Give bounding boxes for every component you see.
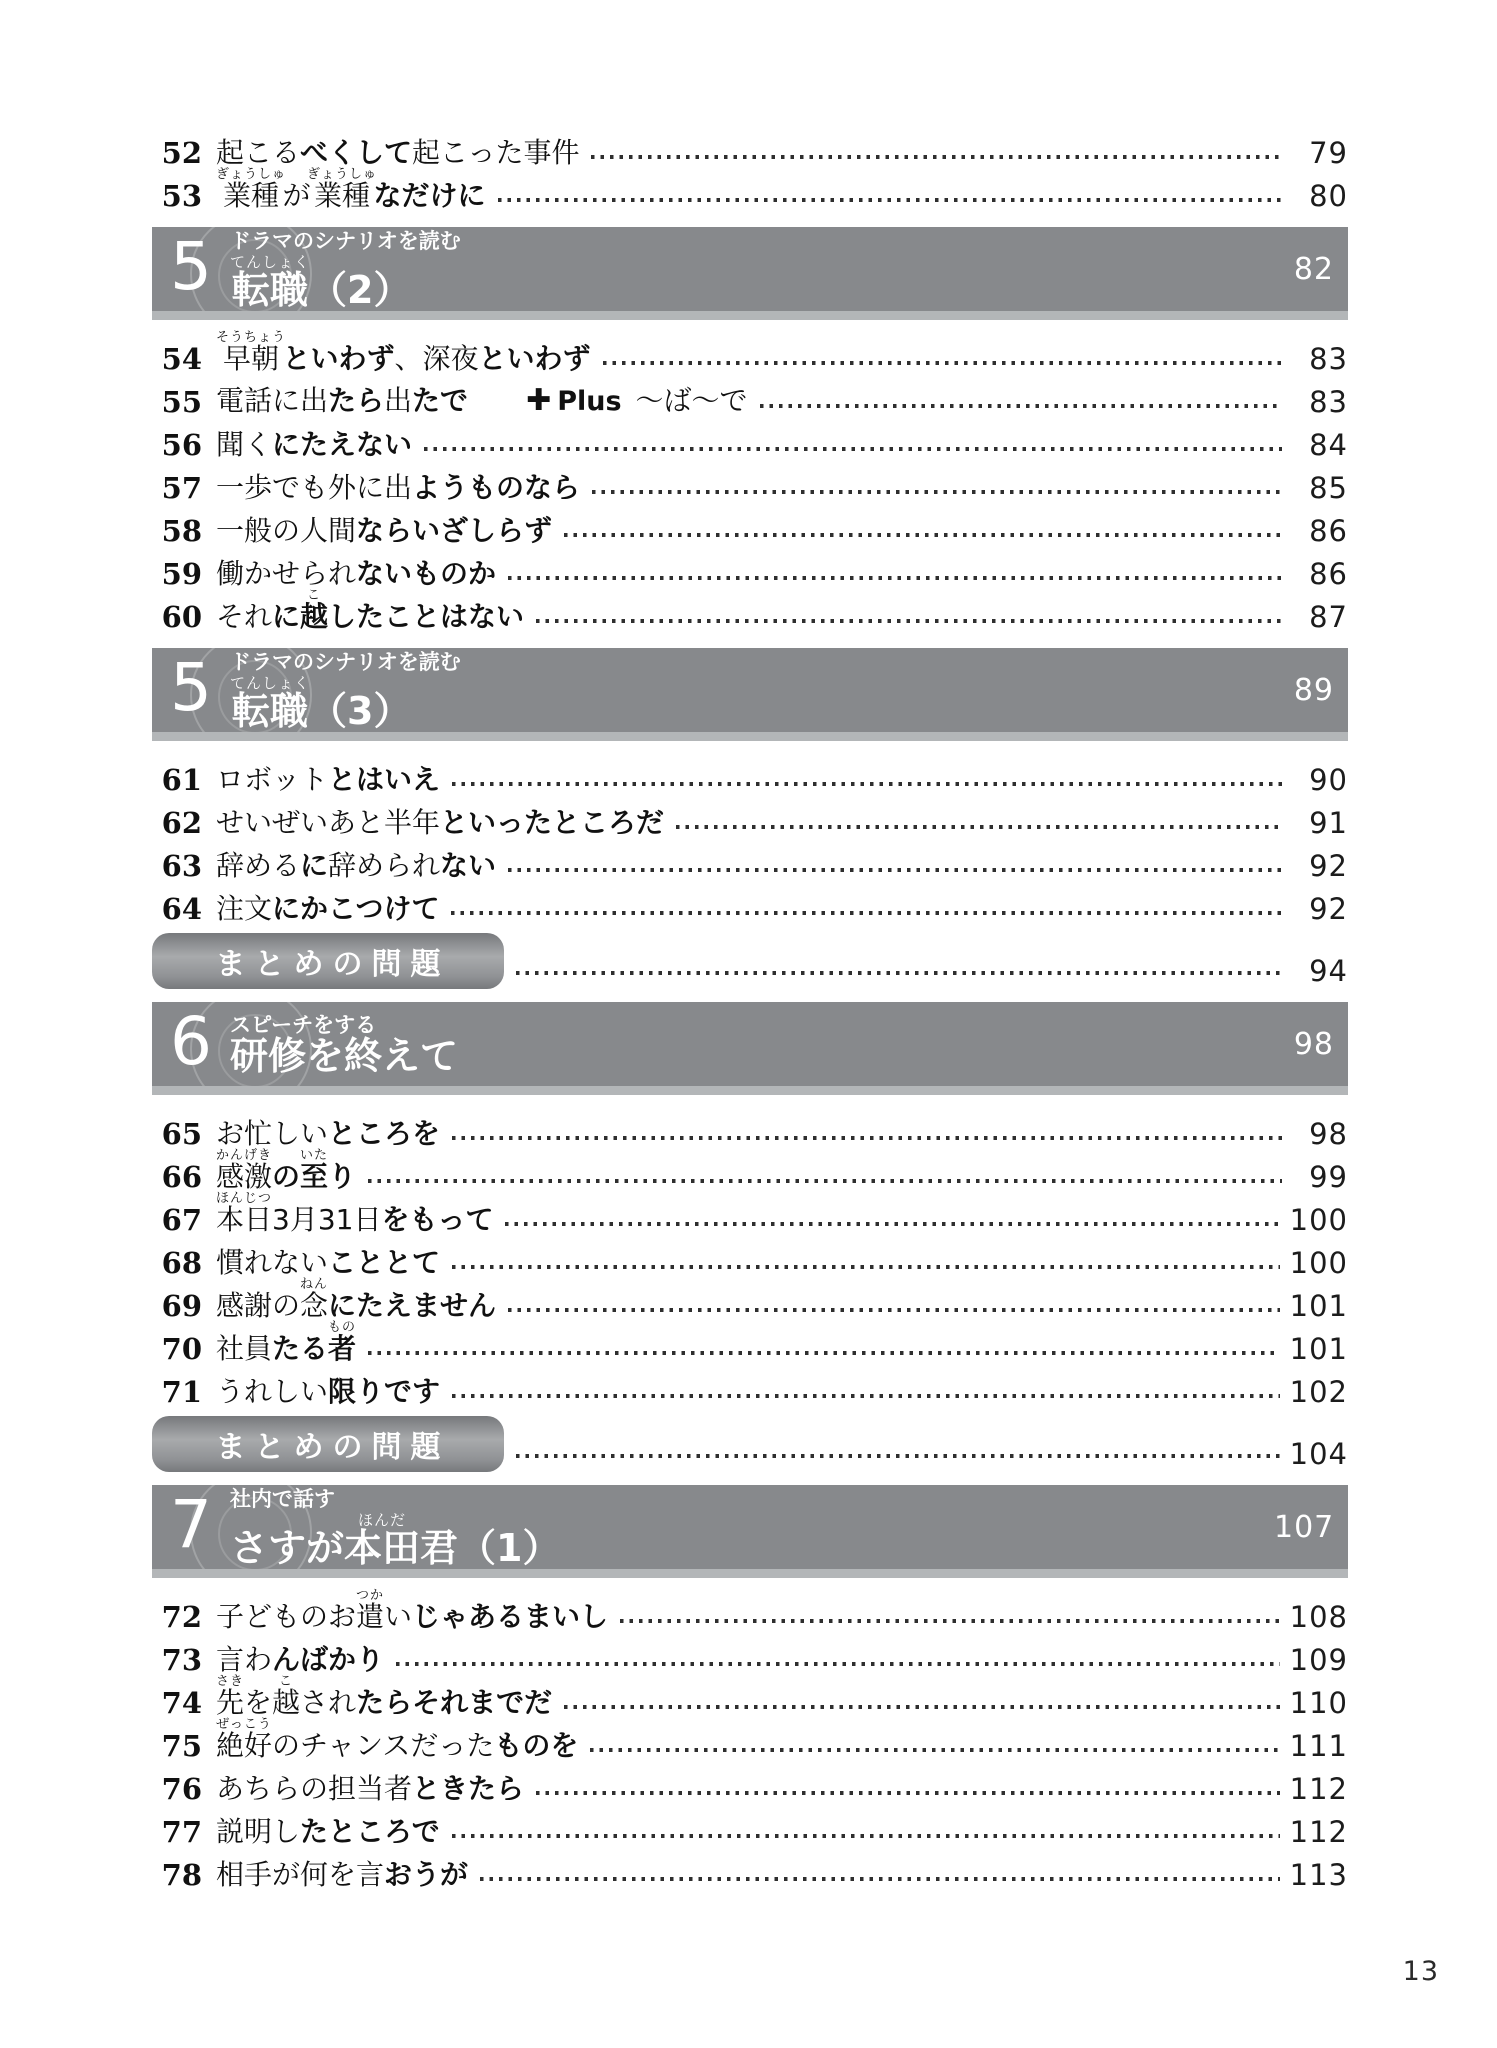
title-segment-ruby: 先さき: [216, 1674, 245, 1719]
title-segment: にたえません: [328, 1289, 497, 1322]
dot-leader: [536, 1791, 1280, 1795]
toc-item-row: [152, 377, 1348, 420]
dot-leader: [505, 1222, 1279, 1226]
toc-item-page: 83: [1309, 385, 1348, 419]
title-segment: じゃあるまいし: [412, 1600, 609, 1633]
toc-item-number: 58: [161, 514, 202, 548]
plus-text: ～ば～で: [635, 384, 748, 417]
toc-item-number: 71: [161, 1375, 202, 1409]
toc-item-page: 85: [1309, 471, 1348, 505]
toc-item-number: 66: [161, 1160, 202, 1194]
toc-item-row: [152, 884, 1348, 927]
toc-item-title: [216, 135, 579, 171]
toc-item-page: 108: [1289, 1600, 1348, 1634]
title-segment: され: [300, 1686, 357, 1719]
title-segment: それ: [216, 600, 273, 633]
toc-item-page: 86: [1309, 557, 1348, 591]
toc-item-page: 91: [1309, 806, 1348, 840]
section-subtitle: 社内で話す: [230, 1486, 335, 1511]
title-segment: うれしい: [216, 1375, 329, 1408]
toc-item-number: 65: [161, 1117, 202, 1151]
section-band: [152, 1485, 1348, 1578]
dot-leader: [508, 1308, 1280, 1312]
toc-item-page: 84: [1309, 428, 1348, 462]
title-segment: 慣れない: [216, 1246, 329, 1279]
dot-leader: [620, 1619, 1280, 1623]
toc-item-number: 67: [161, 1203, 202, 1237]
title-segment: せいぜいあと半年: [216, 806, 441, 839]
dot-leader: [451, 911, 1282, 915]
toc-item-row: [152, 755, 1348, 798]
toc-item-title: [216, 470, 580, 506]
toc-item-page: 112: [1289, 1772, 1348, 1806]
toc-item-title: [216, 805, 664, 841]
dot-leader: [508, 868, 1282, 872]
dot-leader: [480, 1877, 1280, 1881]
toc-item-title: [216, 427, 412, 463]
toc-item-number: 74: [161, 1686, 202, 1720]
plus-label: Plus: [557, 386, 622, 417]
dot-leader: [591, 155, 1282, 159]
title-segment: ないものか: [356, 557, 497, 590]
toc-item-number: 52: [161, 136, 202, 170]
title-segment: 言わ: [216, 1643, 273, 1676]
dot-leader: [516, 971, 1282, 975]
title-segment-ruby: 本日ほんじつ: [216, 1191, 273, 1236]
toc-item-row: [152, 1238, 1348, 1281]
dot-leader: [592, 490, 1282, 494]
toc-item-page: 110: [1289, 1686, 1348, 1720]
summary-pill: [152, 1416, 504, 1472]
toc-item-row: [152, 1148, 1348, 1195]
title-segment: 聞く: [216, 428, 273, 461]
toc-item-title: [216, 1814, 440, 1850]
title-segment: といわず: [478, 342, 591, 375]
dot-leader: [452, 782, 1282, 786]
title-segment: に: [300, 849, 329, 882]
title-segment: たところで: [300, 1815, 440, 1848]
section-band-strip: [152, 1569, 1348, 1578]
toc-item-row: [152, 841, 1348, 884]
toc-item-row: [152, 1674, 1348, 1721]
title-segment-ruby: 感激かんげき: [216, 1148, 273, 1193]
title-segment: 辞められ: [328, 849, 441, 882]
section-band: [152, 648, 1348, 741]
title-segment-ruby: 本田ほんだ: [344, 1511, 421, 1569]
plus-icon: ✚: [526, 383, 552, 418]
toc-item-page: 113: [1289, 1858, 1348, 1892]
section-title: [230, 253, 1274, 311]
toc-item-number: 76: [161, 1772, 202, 1806]
dot-leader: [396, 1662, 1280, 1666]
toc-item-title: [216, 1191, 493, 1238]
summary-row: [152, 931, 1348, 989]
summary-pill: [152, 933, 504, 989]
dot-leader: [452, 1394, 1280, 1398]
toc-item-page: 101: [1289, 1332, 1348, 1366]
dot-leader: [452, 1136, 1282, 1140]
title-segment: にかこつけて: [272, 892, 440, 925]
toc-item-title: [216, 1642, 384, 1678]
toc-item-row: [152, 330, 1348, 377]
title-segment: 一般の人間: [216, 514, 357, 547]
toc-item-number: 70: [161, 1332, 202, 1366]
toc-item-page: 100: [1289, 1246, 1348, 1280]
title-segment: のチャンスだった: [272, 1729, 495, 1762]
title-segment-ruby: 越こ: [300, 588, 329, 633]
toc-item-title: [216, 1320, 356, 1367]
toc-item-number: 63: [161, 849, 202, 883]
section-band-strip: [152, 732, 1348, 741]
toc-item-page: 86: [1309, 514, 1348, 548]
toc-item-page: 99: [1309, 1160, 1348, 1194]
toc-item-title: [216, 1674, 552, 1721]
dot-leader: [452, 1834, 1280, 1838]
toc-item-number: 59: [161, 557, 202, 591]
title-segment: 一歩でも外に出: [216, 471, 413, 504]
title-segment: こととて: [328, 1246, 441, 1279]
title-segment: をもって: [381, 1203, 494, 1236]
section-number: 5: [170, 649, 212, 726]
title-segment: に: [272, 600, 301, 633]
title-segment: さすが: [230, 1526, 345, 1569]
title-segment-ruby: 転職てんしょく: [230, 253, 311, 311]
title-segment-ruby: 者もの: [328, 1320, 357, 1365]
toc-item-number: 78: [161, 1858, 202, 1892]
title-segment: 出: [384, 384, 413, 417]
title-segment-ruby: 業種ぎょうしゅ: [216, 167, 287, 212]
title-segment: ロボット: [216, 763, 329, 796]
toc-item-page: 98: [1309, 1117, 1348, 1151]
title-segment: を: [244, 1686, 273, 1719]
toc-item-page: 83: [1309, 342, 1348, 376]
toc-item-row: [152, 167, 1348, 214]
title-segment: 子どものお: [216, 1600, 357, 1633]
toc-item-title: [216, 556, 496, 592]
dot-leader: [368, 1179, 1282, 1183]
title-segment: おうが: [384, 1858, 469, 1891]
toc-item-number: 62: [161, 806, 202, 840]
title-segment: （3）: [309, 689, 412, 732]
title-segment: 起こった事件: [412, 136, 580, 169]
toc-item-row: [152, 798, 1348, 841]
title-segment: といったところだ: [440, 806, 665, 839]
toc-item-number: 61: [161, 763, 202, 797]
dot-leader: [603, 361, 1282, 365]
toc-item-page: 100: [1289, 1203, 1348, 1237]
title-segment: ときたら: [412, 1772, 525, 1805]
toc-item-number: 75: [161, 1729, 202, 1763]
toc-item-row: [152, 1635, 1348, 1678]
title-segment: ところを: [328, 1117, 441, 1150]
toc-item-page: 79: [1309, 136, 1348, 170]
section-page: 98: [1293, 1026, 1334, 1062]
title-segment: たらそれまでだ: [356, 1686, 553, 1719]
title-segment: り: [328, 1160, 357, 1193]
toc-item-title: [216, 1857, 468, 1893]
toc-item-number: 68: [161, 1246, 202, 1280]
toc-item-row: [152, 1717, 1348, 1764]
dot-leader: [676, 825, 1282, 829]
summary-page: 94: [1309, 954, 1348, 988]
title-segment: が: [282, 179, 311, 212]
title-segment: （2）: [309, 268, 412, 311]
toc-item-number: 54: [161, 342, 202, 376]
section-band-strip: [152, 311, 1348, 320]
toc-item-number: 73: [161, 1643, 202, 1677]
dot-leader: [590, 1748, 1279, 1752]
toc-item-page: 90: [1309, 763, 1348, 797]
title-segment: たる: [272, 1332, 329, 1365]
toc: [152, 128, 1348, 1893]
title-segment: 起こる: [216, 136, 301, 169]
section-title: [230, 674, 1274, 732]
section-band-strip: [152, 1086, 1348, 1095]
title-segment: なだけに: [373, 179, 486, 212]
toc-item-row: [152, 1807, 1348, 1850]
dot-leader: [498, 198, 1282, 202]
title-segment: たら: [328, 384, 385, 417]
dot-leader: [536, 619, 1282, 623]
dot-leader: [368, 1351, 1280, 1355]
toc-item-title: [216, 588, 524, 635]
section-page: 107: [1274, 1509, 1335, 1545]
title-segment-ruby: 越こ: [272, 1674, 301, 1719]
title-segment: 働かせられ: [216, 557, 357, 590]
title-segment: あちらの担当者: [216, 1772, 413, 1805]
section-number: 7: [170, 1486, 212, 1563]
dot-leader: [424, 447, 1282, 451]
title-segment: 社員: [216, 1332, 273, 1365]
toc-item-page: 92: [1309, 849, 1348, 883]
title-segment: 感謝の: [216, 1289, 301, 1322]
title-segment: ようものなら: [412, 471, 581, 504]
toc-item-page: 80: [1309, 179, 1348, 213]
section-subtitle: スピーチをする: [230, 1012, 377, 1037]
title-segment: んばかり: [272, 1643, 385, 1676]
toc-item-page: 101: [1289, 1289, 1348, 1323]
toc-item-title: [216, 1588, 608, 1635]
toc-item-title: [216, 1148, 356, 1195]
title-segment: 辞める: [216, 849, 301, 882]
toc-item-number: 69: [161, 1289, 202, 1323]
title-segment: ならいざしらず: [356, 514, 553, 547]
toc-item-row: [152, 1850, 1348, 1893]
summary-pill-label: まとめの問題: [215, 947, 450, 982]
summary-row: [152, 1414, 1348, 1472]
title-segment-ruby: 転職てんしょく: [230, 674, 311, 732]
title-segment: お忙しい: [216, 1117, 329, 1150]
title-segment-ruby: 絶好ぜっこう: [216, 1717, 273, 1762]
title-segment: したことはない: [328, 600, 525, 633]
page-footer-number: 13: [1402, 1956, 1439, 1987]
toc-item-number: 60: [161, 600, 202, 634]
toc-item-row: [152, 1764, 1348, 1807]
toc-item-row: [152, 1588, 1348, 1635]
toc-item-row: [152, 1109, 1348, 1152]
section-page: 89: [1293, 672, 1334, 708]
section-band: [152, 1002, 1348, 1095]
title-segment: 相手が何を言: [216, 1858, 385, 1891]
toc-item-page: 92: [1309, 892, 1348, 926]
section-band: [152, 227, 1348, 320]
title-segment-ruby: 業種ぎょうしゅ: [307, 167, 378, 212]
toc-item-page: 112: [1289, 1815, 1348, 1849]
section-number: 6: [170, 1003, 212, 1080]
toc-item-title: [216, 891, 439, 927]
toc-item-number: 55: [161, 385, 202, 419]
toc-item-title: [216, 1116, 440, 1152]
toc-item-number: 64: [161, 892, 202, 926]
title-segment: べくして: [300, 136, 413, 169]
toc-item-title: [216, 1245, 440, 1281]
dot-leader: [760, 404, 1282, 408]
title-segment: 限りです: [328, 1375, 441, 1408]
section-title: [230, 1511, 1274, 1569]
dot-leader: [452, 1265, 1280, 1269]
title-segment: 、深夜: [394, 342, 479, 375]
title-segment-ruby: 早朝そうちょう: [216, 330, 287, 375]
dot-leader: [564, 533, 1282, 537]
dot-leader: [508, 576, 1282, 580]
title-segment: 説明し: [216, 1815, 301, 1848]
dot-leader: [516, 1454, 1280, 1458]
toc-item-number: 77: [161, 1815, 202, 1849]
toc-item-title: [216, 513, 552, 549]
title-segment: 研修を終えて: [230, 1034, 459, 1079]
toc-item-row: [152, 128, 1348, 171]
dot-leader: [564, 1705, 1280, 1709]
toc-item-page: 102: [1289, 1375, 1348, 1409]
plus-note: [526, 384, 748, 417]
toc-item-title: [216, 167, 486, 214]
toc-item-title: [216, 762, 440, 798]
summary-pill-label: まとめの問題: [215, 1430, 450, 1465]
toc-item-number: 72: [161, 1600, 202, 1634]
title-segment: 電話に出: [216, 384, 329, 417]
title-segment: 注文: [216, 892, 273, 925]
title-segment: ものを: [494, 1729, 579, 1762]
section-subtitle: ドラマのシナリオを読む: [230, 649, 461, 674]
toc-item-row: [152, 1320, 1348, 1367]
toc-item-title: [216, 1717, 578, 1764]
section-page: 82: [1293, 251, 1334, 287]
title-segment: 3月31日: [272, 1203, 382, 1236]
toc-item-title: [216, 330, 591, 377]
toc-item-row: [152, 506, 1348, 549]
section-title: [230, 1034, 1274, 1079]
toc-item-title: [216, 1374, 440, 1410]
toc-item-title: [216, 1771, 524, 1807]
title-segment: たで: [412, 384, 469, 417]
title-segment-ruby: 至いた: [300, 1148, 329, 1193]
title-segment: にたえない: [272, 428, 413, 461]
toc-item-number: 53: [161, 179, 202, 213]
section-subtitle: ドラマのシナリオを読む: [230, 228, 461, 253]
toc-item-number: 57: [161, 471, 202, 505]
toc-item-page: 111: [1289, 1729, 1348, 1763]
toc-item-page: 109: [1289, 1643, 1348, 1677]
toc-item-title: [216, 848, 496, 884]
toc-item-row: [152, 549, 1348, 592]
toc-item-row: [152, 588, 1348, 635]
title-segment: 君（1）: [420, 1526, 561, 1569]
toc-item-row: [152, 1191, 1348, 1238]
title-segment: い: [384, 1600, 413, 1633]
toc-item-number: 56: [161, 428, 202, 462]
title-segment: とはいえ: [328, 763, 441, 796]
title-segment: ない: [440, 849, 497, 882]
toc-item-row: [152, 420, 1348, 463]
title-segment-ruby: 遣つか: [356, 1588, 385, 1633]
toc-item-title: [216, 383, 748, 420]
toc-item-page: 87: [1309, 600, 1348, 634]
summary-page: 104: [1289, 1437, 1348, 1471]
toc-item-row: [152, 463, 1348, 506]
toc-item-row: [152, 1277, 1348, 1324]
toc-item-row: [152, 1367, 1348, 1410]
toc-item-title: [216, 1277, 496, 1324]
section-number: 5: [170, 228, 212, 305]
title-segment: の: [272, 1160, 301, 1193]
title-segment-ruby: 念ねん: [300, 1277, 329, 1322]
title-segment: といわず: [282, 342, 395, 375]
